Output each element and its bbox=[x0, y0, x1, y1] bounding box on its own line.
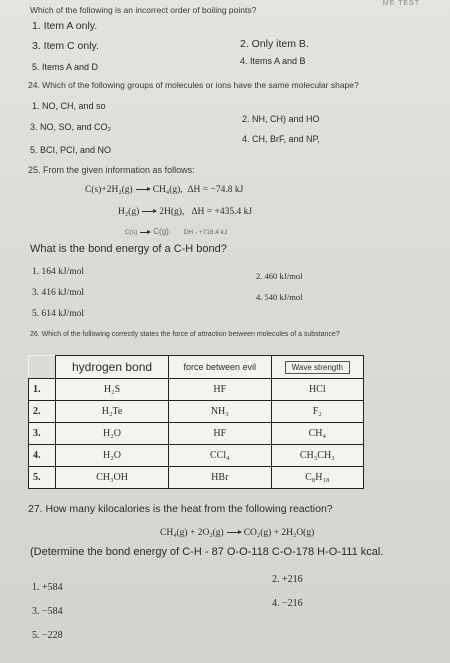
arrow-icon bbox=[142, 211, 156, 212]
q24-option-5[interactable]: 5. BCI, PCI, and NO bbox=[30, 145, 112, 155]
row-number: 3. bbox=[29, 423, 56, 445]
q25-option-1[interactable]: 1. 164 kJ/mol bbox=[32, 267, 84, 277]
table-row[interactable] bbox=[29, 423, 364, 445]
q25-option-3[interactable]: 3. 416 kJ/mol bbox=[32, 288, 84, 298]
row-number: 4. bbox=[29, 445, 56, 467]
q25-eq1-right: CH₄(g), bbox=[152, 185, 183, 195]
q23-option-3[interactable]: 3. Item C only. bbox=[32, 40, 99, 52]
arrow-icon bbox=[140, 232, 150, 233]
cell-hydrogen-bond: H₂O bbox=[56, 423, 169, 445]
q26-options-table bbox=[28, 355, 364, 489]
q25-question: 25. From the given information as follows: bbox=[28, 165, 195, 175]
arrow-icon bbox=[136, 189, 150, 190]
q25-ask: What is the bond energy of a C-H bond? bbox=[30, 243, 227, 255]
q27-eq-right: CO₂(g) + 2H₂O(g) bbox=[243, 528, 315, 538]
cell-force-between: HF bbox=[169, 379, 272, 401]
row-number: 2. bbox=[29, 401, 56, 423]
q25-equation-1 bbox=[85, 185, 243, 195]
q25-eq3-dh: DH - +718.4 kJ bbox=[183, 229, 228, 236]
row-number: 5. bbox=[29, 467, 56, 489]
table-row[interactable] bbox=[29, 401, 364, 423]
q25-option-4[interactable]: 4. 540 kJ/mol bbox=[256, 292, 303, 302]
q27-option-5[interactable]: 5. −228 bbox=[32, 630, 63, 641]
table-row[interactable] bbox=[29, 467, 364, 489]
cell-hydrogen-bond: H₂O bbox=[56, 445, 169, 467]
cell-wave-strength: CH₄ bbox=[271, 423, 363, 445]
table-corner bbox=[29, 356, 56, 379]
arrow-icon bbox=[227, 532, 241, 533]
wave-strength-label: Wave strength bbox=[285, 361, 350, 374]
q25-eq2-right: 2H(g), bbox=[159, 207, 185, 217]
q27-note: (Determine the bond energy of C-H - 87 O-O-118 C-O-178 H-O-111 kcal. bbox=[30, 546, 384, 558]
cell-hydrogen-bond: H₂Te bbox=[56, 401, 169, 423]
q25-equation-3 bbox=[125, 227, 227, 236]
q25-option-5[interactable]: 5. 614 kJ/mol bbox=[32, 309, 84, 319]
q25-eq3-right: C(g). bbox=[153, 227, 172, 236]
cell-force-between: HF bbox=[169, 423, 272, 445]
q23-question: Which of the following is an incorrect order of boiling points? bbox=[30, 5, 257, 15]
q25-eq2-left: H₂(g) bbox=[118, 207, 140, 217]
q25-eq2-dh: ΔH = +435.4 kJ bbox=[191, 207, 253, 217]
q24-option-2[interactable]: 2. NH, CH) and HO bbox=[242, 114, 320, 124]
table-header-row bbox=[29, 356, 364, 379]
header-hydrogen-bond: hydrogen bond bbox=[56, 356, 169, 379]
q27-option-2[interactable]: 2. +216 bbox=[272, 574, 303, 585]
q25-option-2[interactable]: 2. 460 kJ/mol bbox=[256, 271, 303, 281]
q25-eq1-left: C(s)+2H₂(g) bbox=[85, 185, 133, 195]
cell-wave-strength: F₂ bbox=[271, 401, 363, 423]
table-row[interactable] bbox=[29, 379, 364, 401]
q27-eq-left: CH₄(g) + 2O₂(g) bbox=[160, 528, 224, 538]
cell-wave-strength: C₈H₁₈ bbox=[271, 467, 363, 489]
q27-option-3[interactable]: 3. −584 bbox=[32, 606, 63, 617]
q27-equation bbox=[160, 528, 314, 538]
table-row[interactable] bbox=[29, 445, 364, 467]
cell-force-between: HBr bbox=[169, 467, 272, 489]
q24-option-4[interactable]: 4. CH, BrF, and NP, bbox=[242, 134, 320, 144]
q27-question: 27. How many kilocalories is the heat from the following reaction? bbox=[28, 503, 333, 515]
row-number: 1. bbox=[29, 379, 56, 401]
q23-option-5[interactable]: 5. Items A and D bbox=[32, 62, 99, 72]
q24-option-1[interactable]: 1. NO, CH, and so bbox=[32, 101, 106, 111]
q24-option-3[interactable]: 3. NO, SO, and CO₂ bbox=[30, 122, 112, 132]
q23-option-4[interactable]: 4. Items A and B bbox=[240, 56, 306, 66]
cell-force-between: NH₃ bbox=[169, 401, 272, 423]
q24-question: 24. Which of the following groups of molecules or ions have the same molecular shape? bbox=[28, 80, 359, 90]
q25-eq1-dh: ΔH = −74.8 kJ bbox=[187, 185, 244, 195]
cell-wave-strength: HCl bbox=[271, 379, 363, 401]
cell-hydrogen-bond: CH₃OH bbox=[56, 467, 169, 489]
q23-option-1[interactable]: 1. Item A only. bbox=[32, 20, 98, 32]
header-wave-strength bbox=[271, 356, 363, 379]
cell-wave-strength: CH₃CH₃ bbox=[271, 445, 363, 467]
header-fragment: ME TEST bbox=[382, 0, 420, 7]
q26-question: 26. Which of the following correctly states the force of attraction between molecules of a substance? bbox=[30, 331, 340, 338]
q25-eq3-left: C(s) bbox=[125, 229, 138, 236]
q27-option-4[interactable]: 4. −216 bbox=[272, 598, 303, 609]
cell-force-between: CCl₄ bbox=[169, 445, 272, 467]
q23-option-2[interactable]: 2. Only item B. bbox=[240, 38, 309, 50]
q25-equation-2 bbox=[118, 207, 252, 217]
cell-hydrogen-bond: H₂S bbox=[56, 379, 169, 401]
header-force-between: force between evil bbox=[169, 356, 272, 379]
q27-option-1[interactable]: 1. +584 bbox=[32, 582, 63, 593]
